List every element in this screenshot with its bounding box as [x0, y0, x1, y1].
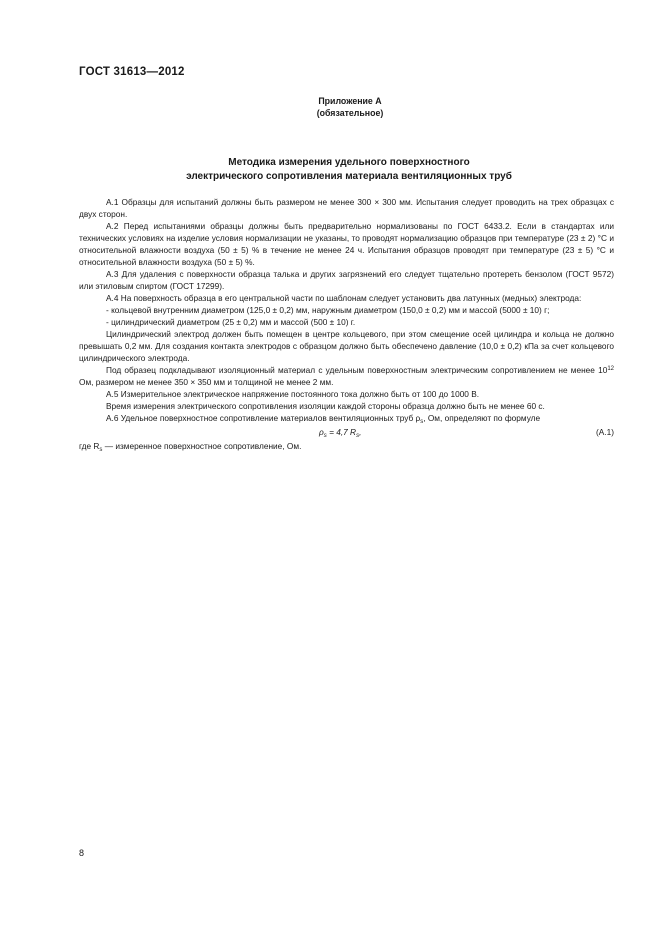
- paragraph-a1: А.1 Образцы для испытаний должны быть размером не менее 300 × 300 мм. Испытания следует проводить на трех образцах с двух сторон.: [79, 197, 614, 219]
- section-title-line2: электрического сопротивления материала вентиляционных труб: [186, 171, 512, 182]
- a6-text-post: , Ом, определяют по формуле: [423, 413, 541, 423]
- a6-text-pre: А.6 Удельное поверхностное сопротивление материалов вентиляционных труб ρ: [106, 413, 421, 423]
- paragraph-a6: [79, 412, 614, 424]
- annex-title: Приложение А: [318, 96, 382, 106]
- formula-a1: [79, 426, 614, 440]
- formula-number: (А.1): [596, 427, 614, 437]
- paragraph-a5: А.5 Измерительное электрическое напряжение постоянного тока должно быть от 100 до 1000 В.: [106, 389, 480, 399]
- formula-rhs: = 4,7 R: [326, 427, 357, 437]
- paragraph-insulation: [79, 364, 614, 388]
- paragraph-cylinder: Цилиндрический электрод должен быть помещен в центре кольцевого, при этом смещение осей цилиндра и кольца не должно превышать 0,2 мм. Для создания контакта электродов с образцом должно быть обеспечено давление (10,0 ± 0,2) кПа за счет кольцевого цилиндрического электрода.: [79, 329, 614, 363]
- paragraph-a4: А.4 На поверхность образца в его центральной части по шаблонам следует установить два латунных (медных) электрода:: [106, 293, 582, 303]
- document-body: [79, 196, 614, 452]
- annex-status: (обязательное): [316, 108, 384, 118]
- paragraph-time: Время измерения электрического сопротивления изоляции каждой стороны образца должно быть не менее 60 с.: [106, 401, 545, 411]
- insulation-text-post: Ом, размером не менее 350 × 350 мм и толщиной не менее 2 мм.: [79, 377, 334, 387]
- formula-lhs-sub: s: [323, 433, 327, 439]
- a6-subscript: s: [420, 419, 424, 425]
- legend-sub: s: [99, 447, 103, 453]
- legend-post: — измеренное поверхностное сопротивление, Ом.: [102, 441, 302, 451]
- formula-rhs-sub: s: [356, 433, 360, 439]
- page-number: 8: [79, 848, 85, 858]
- insulation-exponent: 12: [607, 366, 614, 372]
- document-header: ГОСТ 31613—2012: [79, 66, 185, 78]
- formula-expression: [319, 426, 361, 438]
- paragraph-a3: А.3 Для удаления с поверхности образца талька и других загрязнений его следует тщательно протереть бензолом (ГОСТ 9572) или этиловым спиртом (ГОСТ 17299).: [79, 269, 614, 291]
- formula-legend: [79, 440, 614, 452]
- paragraph-a2: А.2 Перед испытаниями образцы должны быть предварительно нормализованы по ГОСТ 6433.2. Если в стандартах или технических условиях на изделие условия нормализации не указаны, то проводят нормализацию образцов при температуре (23 ± 2) °С и относительной влажности воздуха (50 ± 5) % в течение не менее 24 ч. Испытания образцов проводят при температуре (23 ± 5) °С и относительной влажности воздуха (50 ± 5) %.: [79, 221, 614, 267]
- list-item-ring-electrode: - кольцевой внутренним диаметром (125,0 ± 0,2) мм, наружным диаметром (150,0 ± 0,2) мм и массой (5000 ± 10) г;: [106, 305, 550, 315]
- insulation-text-pre: Под образец подкладывают изоляционный материал с удельным поверхностным электрическим сопротивлением не менее 10: [106, 365, 608, 375]
- list-item-cylinder-electrode: - цилиндрический диаметром (25 ± 0,2) мм и массой (500 ± 10) г.: [106, 317, 356, 327]
- legend-pre: где R: [79, 441, 100, 451]
- formula-tail: ,: [359, 427, 362, 437]
- formula-lhs: ρ: [319, 427, 324, 437]
- section-title-line1: Методика измерения удельного поверхностного: [228, 157, 470, 168]
